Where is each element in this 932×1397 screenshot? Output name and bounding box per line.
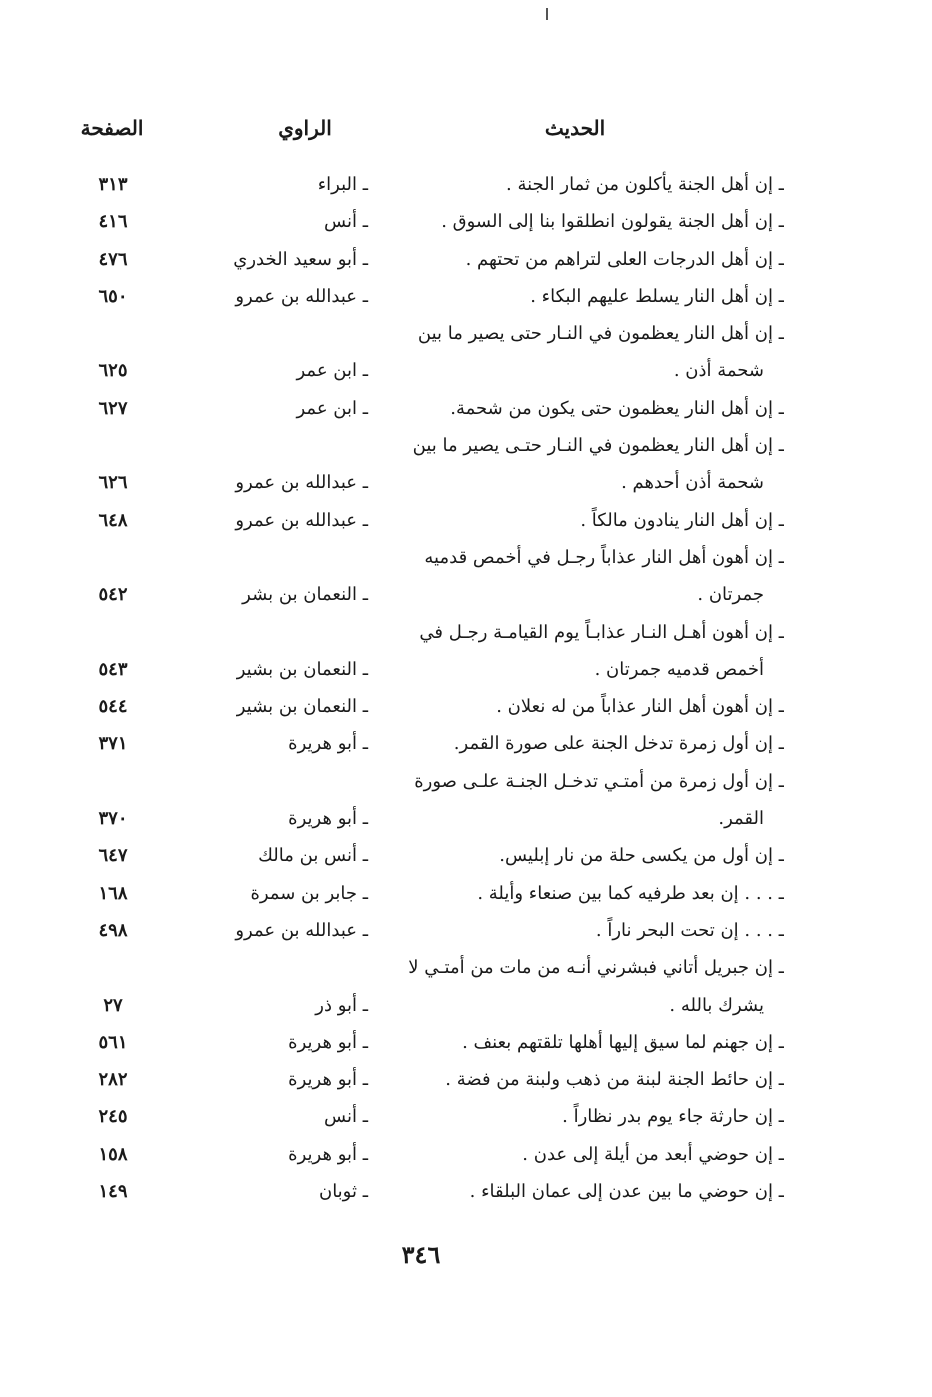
scan-mark: [546, 8, 548, 20]
narrator-name: ـ ثوبان: [318, 1181, 368, 1203]
hadith-text-continuation: أخمص قدميه جمرتان .: [594, 658, 764, 680]
table-row: [0, 1024, 932, 1061]
hadith-text: ـ إن أهل النار يعظمون في النـار حتـى يصير ما بين: [412, 435, 784, 457]
hadith-text: ـ إن أهل الدرجات العلى لتراهم من تحتهم .: [465, 248, 784, 270]
page-reference: ٤٩٨: [98, 919, 128, 941]
hadith-text: ـ إن حارثة جاء يوم بدر نظاراً .: [562, 1106, 784, 1128]
narrator-name: ـ البراء: [317, 174, 368, 195]
hadith-text: ـ . . . إن تحت البحر ناراً .: [595, 919, 784, 941]
table-row: [0, 166, 932, 203]
row-line: [0, 688, 932, 725]
hadith-text: ـ إن أول زمرة تدخل الجنة على صورة القمر.: [453, 733, 784, 755]
page-reference: ٣١٣: [98, 174, 128, 195]
page-reference: ٥٤٤: [98, 696, 128, 718]
table-row: [0, 241, 932, 278]
column-header-page: الصفحة: [80, 116, 144, 140]
hadith-text: ـ إن حائط الجنة لبنة من ذهب ولبنة من فضة .: [445, 1069, 784, 1091]
page-number: ٣٤٦: [401, 1240, 441, 1269]
page-reference: ٦٢٥: [98, 360, 128, 382]
table-row: [0, 1173, 932, 1210]
table-row: [0, 539, 932, 614]
page-reference: ٤٧٦: [98, 248, 128, 270]
row-line: [0, 987, 932, 1024]
table-row: [0, 837, 932, 874]
hadith-text-continuation: شحمة أذن أحدهم .: [621, 472, 764, 494]
page-reference: ٦٤٨: [98, 509, 128, 531]
page-reference: ٥٤٢: [98, 584, 128, 606]
page-reference: ٦٢٦: [98, 472, 128, 494]
narrator-name: ـ أبو هريرة: [288, 733, 368, 755]
row-line: [0, 390, 932, 427]
row-line: [0, 1136, 932, 1173]
row-line: [0, 763, 932, 800]
hadith-text-continuation: يشرك بالله .: [669, 994, 764, 1016]
hadith-text: ـ إن أهل النار يعظمون حتى يكون من شحمة.: [450, 397, 784, 419]
row-line: [0, 837, 932, 874]
hadith-text: ـ إن أهون أهـل النـار عذابـاً يوم القيامـة رجـل في: [419, 621, 784, 643]
hadith-text-continuation: القمر.: [718, 808, 764, 830]
narrator-name: ـ أنس بن مالك: [258, 845, 368, 867]
table-row: [0, 614, 932, 689]
hadith-text: ـ إن أهون أهل النار عذاباً من له نعلان .: [496, 696, 784, 718]
page-reference: ٥٦١: [98, 1031, 128, 1053]
hadith-text: ـ إن أهل النار يعظمون في النـار حتى يصير ما بين: [417, 323, 784, 345]
row-line: [0, 651, 932, 688]
narrator-name: ـ عبدالله بن عمرو: [235, 285, 368, 307]
hadith-text: ـ إن أهل النار ينادون مالكاً .: [580, 509, 784, 531]
page-reference: ٢٨٢: [98, 1069, 128, 1091]
table-row: [0, 390, 932, 427]
table-row: [0, 203, 932, 240]
row-line: [0, 875, 932, 912]
hadith-text: ـ إن أهون أهل النار عذاباً رجـل في أخمص قدميه: [424, 546, 784, 568]
row-line: [0, 1024, 932, 1061]
table-row: [0, 502, 932, 539]
narrator-name: ـ عبدالله بن عمرو: [235, 472, 368, 494]
row-line: [0, 464, 932, 501]
table-row: [0, 763, 932, 838]
narrator-name: ـ أبو هريرة: [288, 1069, 368, 1091]
row-line: [0, 427, 932, 464]
column-header-hadith: الحديث: [544, 116, 606, 140]
page-reference: ٢٧: [103, 994, 123, 1016]
hadith-text: ـ إن أول من يكسى حلة من نار إبليس.: [499, 845, 784, 867]
hadith-text: ـ إن حوضي أبعد من أيلة إلى عدن .: [522, 1143, 784, 1165]
hadith-text: ـ إن أول زمرة من أمتـي تدخـل الجنـة علـى صورة: [414, 770, 784, 792]
row-line: [0, 1061, 932, 1098]
row-line: [0, 576, 932, 613]
page-reference: ٤١٦: [98, 211, 128, 233]
table-row: [0, 688, 932, 725]
row-line: [0, 725, 932, 762]
narrator-name: ـ ابن عمر: [296, 397, 368, 419]
page-reference: ٦٤٧: [98, 845, 128, 867]
hadith-text-continuation: شحمة أذن .: [673, 360, 764, 382]
page-reference: ٣٧٠: [98, 808, 128, 830]
row-line: [0, 1098, 932, 1135]
hadith-text: ـ إن حوضي ما بين عدن إلى عمان البلقاء .: [469, 1181, 784, 1203]
page-reference: ٣٧١: [98, 733, 128, 755]
row-line: [0, 166, 932, 203]
narrator-name: ـ ابن عمر: [296, 360, 368, 382]
row-line: [0, 502, 932, 539]
row-line: [0, 241, 932, 278]
narrator-name: ـ النعمان بن بشير: [236, 658, 368, 680]
hadith-text-continuation: جمرتان .: [697, 584, 764, 606]
table-row: [0, 1098, 932, 1135]
column-header-narrator: الراوي: [278, 116, 332, 140]
page-reference: ١٤٩: [98, 1181, 128, 1203]
table-row: [0, 315, 932, 390]
narrator-name: ـ أنس: [324, 1106, 368, 1128]
row-line: [0, 614, 932, 651]
table-row: [0, 725, 932, 762]
narrator-name: ـ أنس: [324, 211, 368, 233]
page-reference: ٦٥٠: [98, 285, 128, 307]
narrator-name: ـ أبو هريرة: [288, 1031, 368, 1053]
table-row: [0, 427, 932, 502]
row-line: [0, 203, 932, 240]
table-row: [0, 278, 932, 315]
row-line: [0, 539, 932, 576]
row-line: [0, 1173, 932, 1210]
hadith-text: ـ إن أهل الجنة يقولون انطلقوا بنا إلى السوق .: [441, 211, 784, 233]
narrator-name: ـ عبدالله بن عمرو: [235, 509, 368, 531]
row-line: [0, 800, 932, 837]
hadith-text: ـ . . . إن بعد طرفيه كما بين صنعاء وأيلة .: [477, 882, 784, 904]
page-reference: ١٦٨: [98, 882, 128, 904]
narrator-name: ـ عبدالله بن عمرو: [235, 919, 368, 941]
narrator-name: ـ أبو هريرة: [288, 1143, 368, 1165]
narrator-name: ـ النعمان بن بشير: [236, 696, 368, 718]
narrator-name: ـ أبو ذر: [315, 994, 368, 1016]
table-row: [0, 912, 932, 949]
hadith-text: ـ إن أهل الجنة يأكلون من ثمار الجنة .: [506, 174, 784, 195]
table-row: [0, 949, 932, 1024]
page-reference: ١٥٨: [98, 1143, 128, 1165]
narrator-name: ـ أبو سعيد الخدري: [233, 248, 368, 270]
narrator-name: ـ النعمان بن بشر: [242, 584, 368, 606]
table-row: [0, 875, 932, 912]
page-reference: ٥٤٣: [98, 658, 128, 680]
hadith-text: ـ إن جبريل أتاني فبشرني أنـه من مات من أمتـي لا: [408, 957, 784, 979]
table-row: [0, 1061, 932, 1098]
row-line: [0, 278, 932, 315]
table-row: [0, 1136, 932, 1173]
row-line: [0, 912, 932, 949]
row-line: [0, 315, 932, 352]
row-line: [0, 352, 932, 389]
narrator-name: ـ أبو هريرة: [288, 808, 368, 830]
hadith-text: ـ إن أهل النار يسلط عليهم البكاء .: [530, 285, 784, 307]
row-line: [0, 949, 932, 986]
narrator-name: ـ جابر بن سمرة: [250, 882, 368, 904]
page-reference: ٢٤٥: [98, 1106, 128, 1128]
hadith-text: ـ إن جهنم لما سيق إليها أهلها تلقتهم بعنف .: [462, 1031, 784, 1053]
page-reference: ٦٢٧: [98, 397, 128, 419]
hadith-index-table: [0, 166, 932, 1210]
